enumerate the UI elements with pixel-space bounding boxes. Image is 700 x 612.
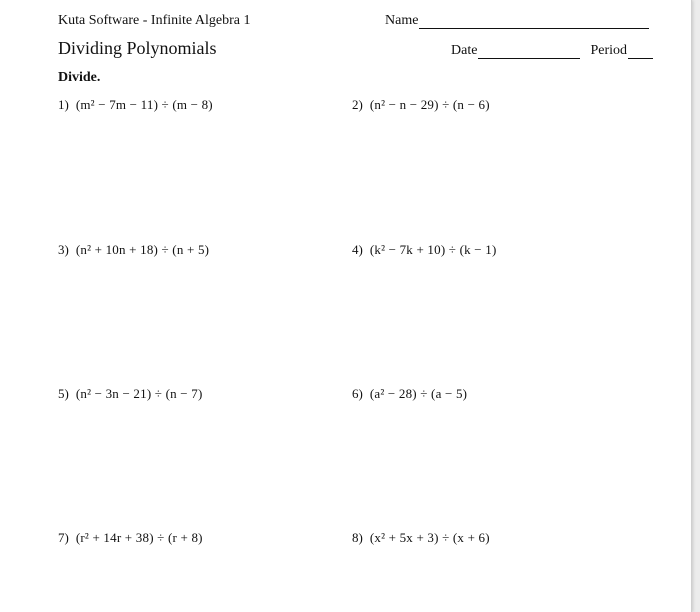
date-blank-line bbox=[478, 44, 580, 59]
problem-expression: (m² − 7m − 11) ÷ (m − 8) bbox=[75, 97, 213, 112]
problem-expression: (n² − n − 29) ÷ (n − 6) bbox=[369, 97, 490, 112]
instruction-heading: Divide. bbox=[58, 70, 101, 85]
problem-1 bbox=[58, 97, 213, 113]
problem-number: 2) bbox=[352, 97, 363, 112]
worksheet-title: Dividing Polynomials bbox=[58, 38, 217, 58]
problem-number: 3) bbox=[58, 242, 69, 257]
problem-expression: (r² + 14r + 38) ÷ (r + 8) bbox=[75, 530, 203, 545]
name-blank-line bbox=[419, 14, 649, 29]
problem-number: 7) bbox=[58, 530, 69, 545]
problem-2 bbox=[352, 97, 490, 113]
problem-6 bbox=[352, 386, 467, 402]
problem-number: 4) bbox=[352, 242, 363, 257]
problem-number: 1) bbox=[58, 97, 69, 112]
publisher-label: Kuta Software - Infinite Algebra 1 bbox=[58, 13, 251, 28]
problem-number: 5) bbox=[58, 386, 69, 401]
problem-number: 8) bbox=[352, 530, 363, 545]
date-label: Date bbox=[451, 43, 478, 58]
problem-5 bbox=[58, 386, 203, 402]
problem-expression: (x² + 5x + 3) ÷ (x + 6) bbox=[369, 530, 490, 545]
name-label: Name bbox=[385, 13, 419, 28]
problem-3 bbox=[58, 242, 209, 258]
name-field bbox=[385, 13, 649, 29]
problem-expression: (n² − 3n − 21) ÷ (n − 7) bbox=[75, 386, 203, 401]
problem-7 bbox=[58, 530, 203, 546]
problem-4 bbox=[352, 242, 497, 258]
problem-8 bbox=[352, 530, 490, 546]
period-label: Period bbox=[590, 43, 627, 58]
problem-expression: (a² − 28) ÷ (a − 5) bbox=[369, 386, 468, 401]
period-blank-line bbox=[628, 44, 653, 59]
problem-expression: (k² − 7k + 10) ÷ (k − 1) bbox=[369, 242, 497, 257]
date-period-fields bbox=[451, 43, 653, 59]
problem-number: 6) bbox=[352, 386, 363, 401]
problem-expression: (n² + 10n + 18) ÷ (n + 5) bbox=[75, 242, 210, 257]
